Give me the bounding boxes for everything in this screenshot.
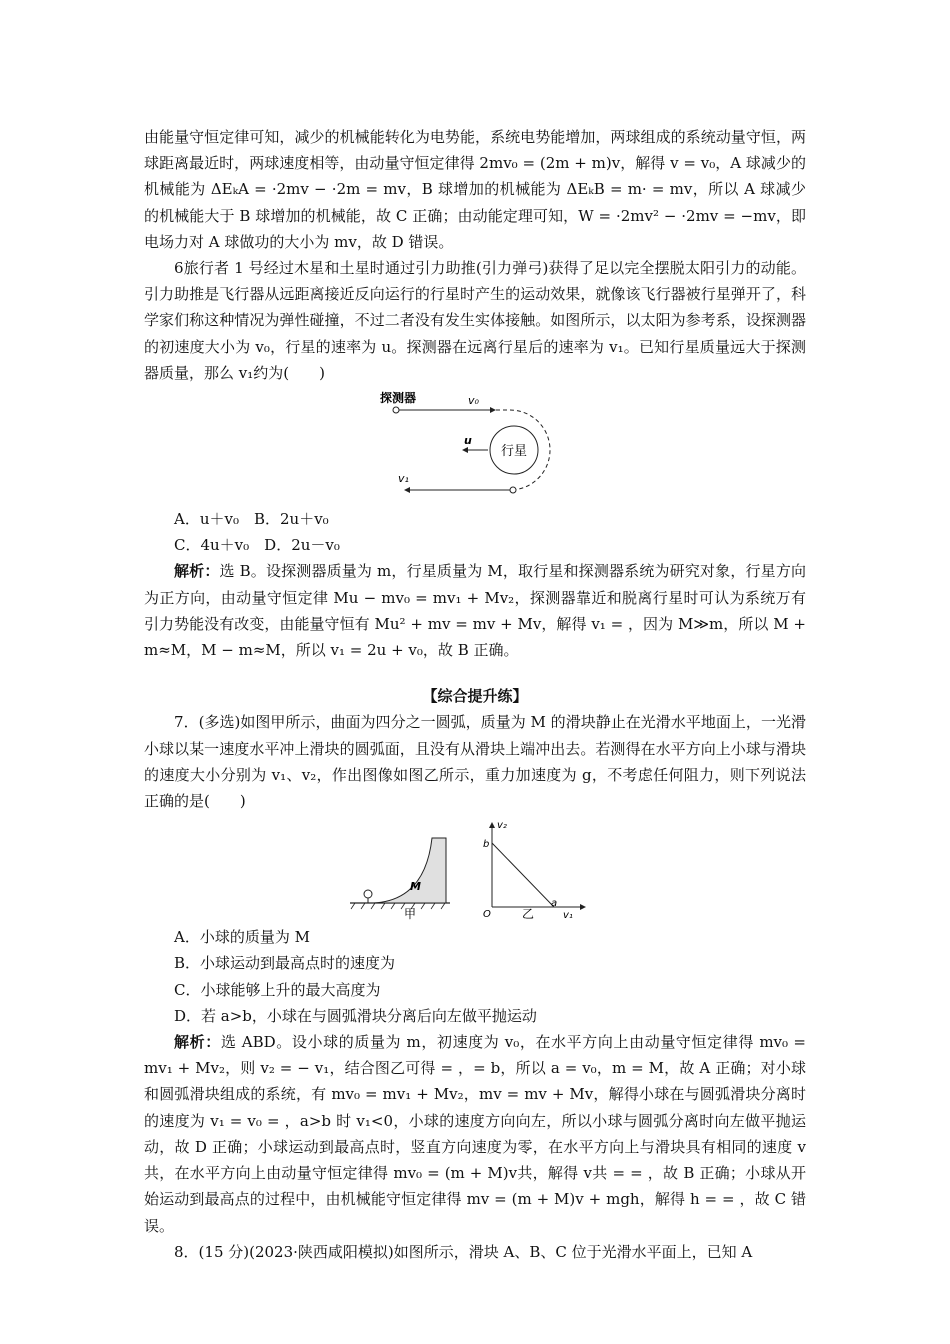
figure-label-probe: 探测器 [380,391,417,406]
figure-slider-graph [350,820,600,920]
graph-label-b: b [483,839,490,851]
question-6-solution [144,558,806,663]
graph-label-O: O [483,909,491,921]
v1-arrowhead [404,487,410,493]
graph-y-arrowhead [489,822,495,828]
solution-label: 解析： [174,562,220,581]
figure-label-jia: 甲 [404,907,417,921]
figure-label-yi: 乙 [522,907,535,921]
question-7-option-c: C．小球能够上升的最大高度为 [174,980,381,999]
arc-slider-block [374,838,446,903]
question-7-option-a: A．小球的质量为 M [174,928,310,947]
u-arrowhead [462,447,468,453]
question-8: 8．(15 分)(2023·陕西咸阳模拟)如图所示，滑块 A、B、C 位于光滑水平面上，已知 A [174,1242,753,1261]
figure-label-planet: 行星 [500,444,528,460]
graph-label-v1: v₁ [563,910,573,921]
graph-label-v2: v₂ [497,820,507,832]
figure-label-M: M [410,880,421,894]
document-body [144,124,806,1265]
figure-label-v1: v₁ [398,472,409,486]
question-7-option-b: B．小球运动到最高点时的速度为 [174,954,396,973]
question-7: 7．(多选)如图甲所示，曲面为四分之一圆弧，质量为 M 的滑块静止在光滑水平地面上，一光滑小球以某一速度水平冲上滑块的圆弧面，且没有从滑块上端冲出去。若测得在水平方向上小球与滑块的速度大小分别为 v₁、v₂，作出图像如图乙所示，重力加速度为 g，不考虑任何阻力，则下列说法正确的是( ) [144,713,806,811]
question-7-option-d: D．若 a>b，小球在与圆弧滑块分离后向左做平抛运动 [174,1006,537,1025]
figure-label-u: u [464,434,472,448]
question-6-options-cd: C．4u＋v₀ D．2u－v₀ [174,536,340,555]
question-7-solution [144,1029,806,1239]
question-6-options-ab: A．u＋v₀ B．2u＋v₀ [174,510,329,529]
figure-label-v0: v₀ [468,394,479,408]
ground-hatching [351,903,445,909]
solution-label: 解析： [174,1033,221,1052]
graph-line [492,843,554,907]
section-title: 【综合提升练】 [422,687,528,706]
graph-x-arrowhead [580,904,586,910]
figure-probe-planet [380,390,570,500]
solution-text: 选 B。设探测器质量为 m，行星质量为 M，取行星和探测器系统为研究对象，行星方向为正方向，由动量守恒定律 Mu − mv₀ = mv₁ + Mv₂，探测器靠近和脱离行星时可认为系统万有引力势能没有改变，由能量守恒有 Mu² + mv = mv + Mv，解得 v₁ = ，因为 M≫m，所以 M + m≈M，M − m≈M，所以 v₁ = 2u + v₀，故 B 正确。 [144,562,806,660]
small-ball [364,890,372,898]
probe-end-point [510,487,516,493]
probe-start-point [393,407,399,413]
paragraph-solution-continued: 由能量守恒定律可知，减少的机械能转化为电势能，系统电势能增加，两球组成的系统动量守恒，两球距离最近时，两球速度相等，由动量守恒定律得 2mv₀ = (2m + m)v，解得 v = v₀，A 球减少的机械能为 ΔEₖA = ·2mv − ·2m = mv，B 球增加的机械能为 ΔEₖB = m· = mv，所以 A 球减少的机械能大于 B 球增加的机械能，故 C 正确；由动能定理可知，W = ·2mv² − ·2mv = −mv，即电场力对 A 球做功的大小为 mv，故 D 错误。 [144,128,806,251]
question-6: 6旅行者 1 号经过木星和土星时通过引力助推(引力弹弓)获得了足以完全摆脱太阳引力的动能。引力助推是飞行器从远距离接近反向运行的行星时产生的运动效果，就像该飞行器被行星弹开了，科学家们称这种情况为弹性碰撞，不过二者没有发生实体接触。如图所示，以太阳为参考系，设探测器的初速度大小为 v₀，行星的速率为 u。探测器在远离行星后的速率为 v₁。已知行星质量远大于探测器质量，那么 v₁约为( ) [144,259,806,382]
graph-label-a: a [551,898,558,910]
solution-text: 选 ABD。设小球的质量为 m，初速度为 v₀，在水平方向上由动量守恒定律得 mv₀ = mv₁ + Mv₂，则 v₂ = − v₁，结合图乙可得 = ，= b，所以 a = v₀，m = M，故 A 正确；对小球和圆弧滑块组成的系统，有 mv₀ = mv₁ + Mv₂，mv = mv + Mv，解得小球在与圆弧滑块分离时的速度为 v₁ = v₀ = ，a>b 时 v₁<0，小球的速度方向向左，所以小球与圆弧分离时向左做平抛运动，故 D 正确；小球运动到最高点时，竖直方向速度为零，在水平方向上与滑块具有相同的速度 v共，在水平方向上由动量守恒定律得 mv₀ = (m + M)v共，解得 v共 = = ，故 B 正确；小球从开始运动到最高点的过程中，由机械能守恒定律得 mv = (m + M)v + mgh，解得 h = = ，故 C 错误。 [144,1033,806,1235]
v0-arrowhead [490,407,496,413]
